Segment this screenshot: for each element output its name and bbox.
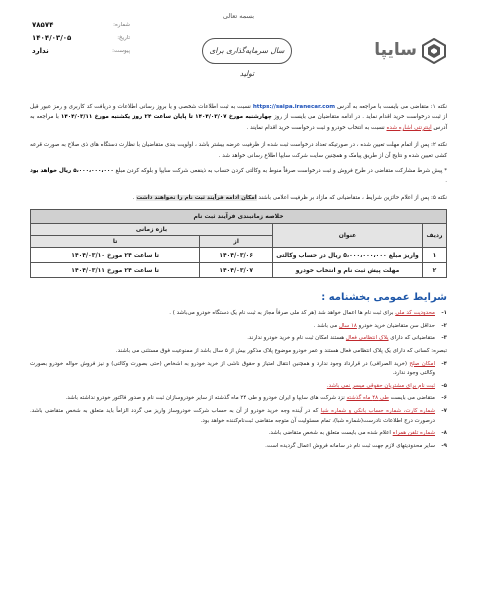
- col-title-header: عنوان: [273, 224, 423, 248]
- schedule-table: [30, 209, 447, 278]
- number-value: ۷۸۵۷۴: [32, 20, 54, 29]
- attachment-label: پیوست:: [112, 47, 130, 54]
- saipa-logo-icon: [421, 38, 447, 64]
- term-number: ۷-: [441, 408, 447, 414]
- col-from-header: از: [200, 236, 273, 248]
- table-row: [31, 248, 447, 263]
- meta-date-row: [32, 31, 130, 44]
- term-item: [30, 360, 447, 379]
- term-item: [30, 322, 447, 332]
- term-note: [30, 347, 447, 357]
- saipa-logo: [353, 38, 447, 64]
- col-period-header: بازه زمانی: [31, 224, 273, 236]
- term-item: [30, 382, 447, 392]
- meta-attachment-row: [32, 44, 130, 57]
- term-number: ۹-: [441, 442, 447, 449]
- term-emphasis: پلاک انتظامی فعال: [345, 335, 389, 342]
- term-number: ۴-: [441, 360, 447, 367]
- term-text: هستند امکان ثبت نام و خرید خودرو ندارند.: [247, 335, 346, 342]
- col-row-header: ردیف: [423, 224, 447, 248]
- term-text: نزد شرکت های سایپا و ایران خودرو و طی ۲۴ ماه گذشته از سایر خودروسازان ثبت نام و صدور فاکتور خودرو نداشته باشد.: [65, 395, 347, 402]
- row-title: مهلت پیش ثبت نام و انتخاب خودرو: [273, 263, 423, 278]
- term-number: ۸-: [441, 430, 447, 437]
- term-lead: متقاضی می بایست: [388, 395, 435, 402]
- term-number: ۶-: [441, 395, 447, 402]
- term-text: که در آینده وجه خرید خودرو از آن به حساب شرکت خودروساز واریز می گردد الزاماً باید متعلق به شخص متقاضی باشد. درصورت درج اطلاعات نادرست(شماره شبا)، تمام مسئولیت آن متوجه متقاضی ثبت‌نام‌کننده خواهد بود.: [30, 408, 435, 424]
- term-emphasis: امکان صلح: [409, 360, 435, 367]
- date-label: تاریخ:: [117, 34, 130, 41]
- term-emphasis: طی ۴۸ ماه گذشته: [346, 395, 389, 402]
- row-from: ۱۴۰۴/۰۳/۰۶: [200, 248, 273, 263]
- slogan-stamp: سال سرمایه‌گذاری برای تولید: [202, 38, 292, 64]
- note-3: [30, 166, 447, 187]
- term-number: ۵-: [441, 382, 447, 389]
- term-emphasis: شماره کارت، شماره حساب بانکی و شماره شبا: [320, 408, 435, 414]
- general-terms-list: [30, 309, 447, 451]
- letterhead: [30, 8, 447, 86]
- term-item: [30, 429, 447, 439]
- basmala-text: بسمه تعالی: [222, 12, 255, 20]
- note-5-highlight: امکان ادامه فرآیند ثبت نام را نخواهند داشت: [136, 194, 257, 201]
- note-1-text-d: نسبت به انتخاب خودرو و ثبت درخواست خرید اقدام نمایند .: [246, 124, 387, 131]
- term-emphasis: محدودیت کد ملی: [395, 310, 435, 317]
- letter-meta: [32, 18, 130, 57]
- row-number: ۲: [423, 263, 447, 278]
- term-item: [30, 334, 447, 344]
- note-2: نکته ۲: پس از اتمام مهلت تعیین شده ، در صورتیکه تعداد درخواست ثبت شده از ظرفیت عرضه بیشتر باشد ، اولویت بندی متقاضیان با نظارت دستگاه های ذی صلاح به صورت قرعه کشی تعیین شده و نتایج آن از طریق پیامک و همچنین سایت شرکت سایپا اطلاع رسانی خواهد شد .: [30, 142, 447, 159]
- table-row: [31, 263, 447, 278]
- row-to: تا ساعت ۲۴ مورخ ۱۴۰۴/۰۳/۱۰: [31, 248, 200, 263]
- term-text: اعلام شده می بایست متعلق به شخص متقاضی باشد.: [268, 430, 393, 437]
- term-text: می باشد .: [313, 322, 339, 329]
- row-title: واریز مبلغ ۵،۰۰۰،۰۰۰،۰۰۰ ریال در حساب وکالتی: [273, 248, 423, 263]
- meta-number-row: [32, 18, 130, 31]
- note-1-text-b: نسبت به ثبت اطلاعات شخصی و یا بروز رسانی اطلاعات و دریافت کد کاربری و رمز عبور قبل از ثبت درخواست خرید اقدام نماید . در ادامه متقاضیان می بایست از روز: [30, 104, 448, 121]
- row-from: ۱۴۰۴/۰۳/۰۷: [200, 263, 273, 278]
- note-1-text-a: نکته ۱: متقاضی می بایست با مراجعه به آدرس: [335, 104, 447, 110]
- term-lead: حداقل سن متقاضیان خرید خودرو: [356, 322, 435, 329]
- term-text: سایر محدودیتهای لازم جهت ثبت نام در سامانه فروش اعمال گردیده است.: [265, 442, 435, 449]
- col-to-header: تا: [31, 236, 200, 248]
- row-to: تا ساعت ۲۴ مورخ ۱۴۰۴/۰۳/۱۱: [31, 263, 200, 278]
- note-1: [30, 102, 447, 133]
- term-text: برای ثبت نام ها اعمال خواهد شد (هر کد ملی صرفاً مجاز به ثبت نام یک دستگاه خودرو می‌باشد ) .: [169, 310, 396, 317]
- note-5-text-a: نکته ۵: پس از اعلام حائزین شرایط ، متقاضیانی که مازاد بر ظرفیت اعلامی باشند: [256, 194, 447, 201]
- note-1-emphasis: اینترنتی اشاره شده: [386, 124, 432, 131]
- attachment-value: ندارد: [32, 46, 49, 55]
- registration-link[interactable]: https://saipa.iranecar.com: [252, 104, 336, 110]
- row-number: ۱: [423, 248, 447, 263]
- schedule-title: خلاصه زمانبندی فرآیند ثبت نام: [31, 210, 447, 224]
- saipa-logo-text: سایپا: [374, 40, 417, 60]
- term-lead: متقاضیانی که دارای: [388, 335, 435, 342]
- term-item: [30, 407, 447, 426]
- term-number: ۱-: [441, 310, 447, 317]
- term-emphasis: شماره تلفن همراه: [392, 430, 435, 437]
- term-text: تبصره: کسانی که دارای یک پلاک انتظامی فعال هستند و عمر خودرو موضوع پلاک مذکور بیش از ۵ سال باشد از ممنوعیت فوق مستثنی می باشند.: [115, 348, 447, 355]
- term-item: [30, 442, 447, 452]
- term-number: ۳-: [441, 335, 447, 342]
- general-terms-title: شرایط عمومی بخشنامه :: [321, 292, 447, 304]
- number-label: شماره:: [113, 21, 130, 28]
- term-emphasis: ۱۸ سال: [338, 322, 357, 329]
- date-value: ۱۴۰۴/۰۳/۰۵: [32, 33, 72, 42]
- term-number: ۲-: [441, 322, 447, 329]
- term-item: [30, 309, 447, 319]
- term-item: [30, 394, 447, 404]
- note-5: [30, 193, 447, 203]
- note-1-text-c: با مراجعه به آدرس: [30, 114, 447, 131]
- note-5-text-b: .: [132, 194, 137, 201]
- note-3-text-a: * پیش شرط مشارکت متقاضی در طرح فروش و ثبت درخواست صرفاً منوط به وکالتی کردن حساب به ذینفعی شرکت سایپا و بلوکه کردن مبلغ: [113, 168, 447, 175]
- note-1-deadline: چهارشنبه مورخ ۱۴۰۴/۰۳/۰۷ تا پایان ساعت ۲۴ روز یکشنبه مورخ ۱۴۰۴/۰۳/۱۱: [60, 114, 272, 121]
- note-3-amount: ۵،۰۰۰،۰۰۰،۰۰۰ ریال خواهد بود: [30, 168, 114, 175]
- term-emphasis: ثبت نام برای مشتریان حقوقی میسر نمی باشد.: [326, 382, 435, 389]
- note-3-text-b: .: [445, 178, 447, 185]
- term-text: (خرید الصرافی) در قرارداد وجود ندارد و همچنین انتقال امتیاز و حقوق ناشی از خرید خودرو به اشخاص (حتی بصورت وکالتی) و نیز فروش حواله خودرو بصورت وکالتی وجود ندارد.: [30, 360, 435, 377]
